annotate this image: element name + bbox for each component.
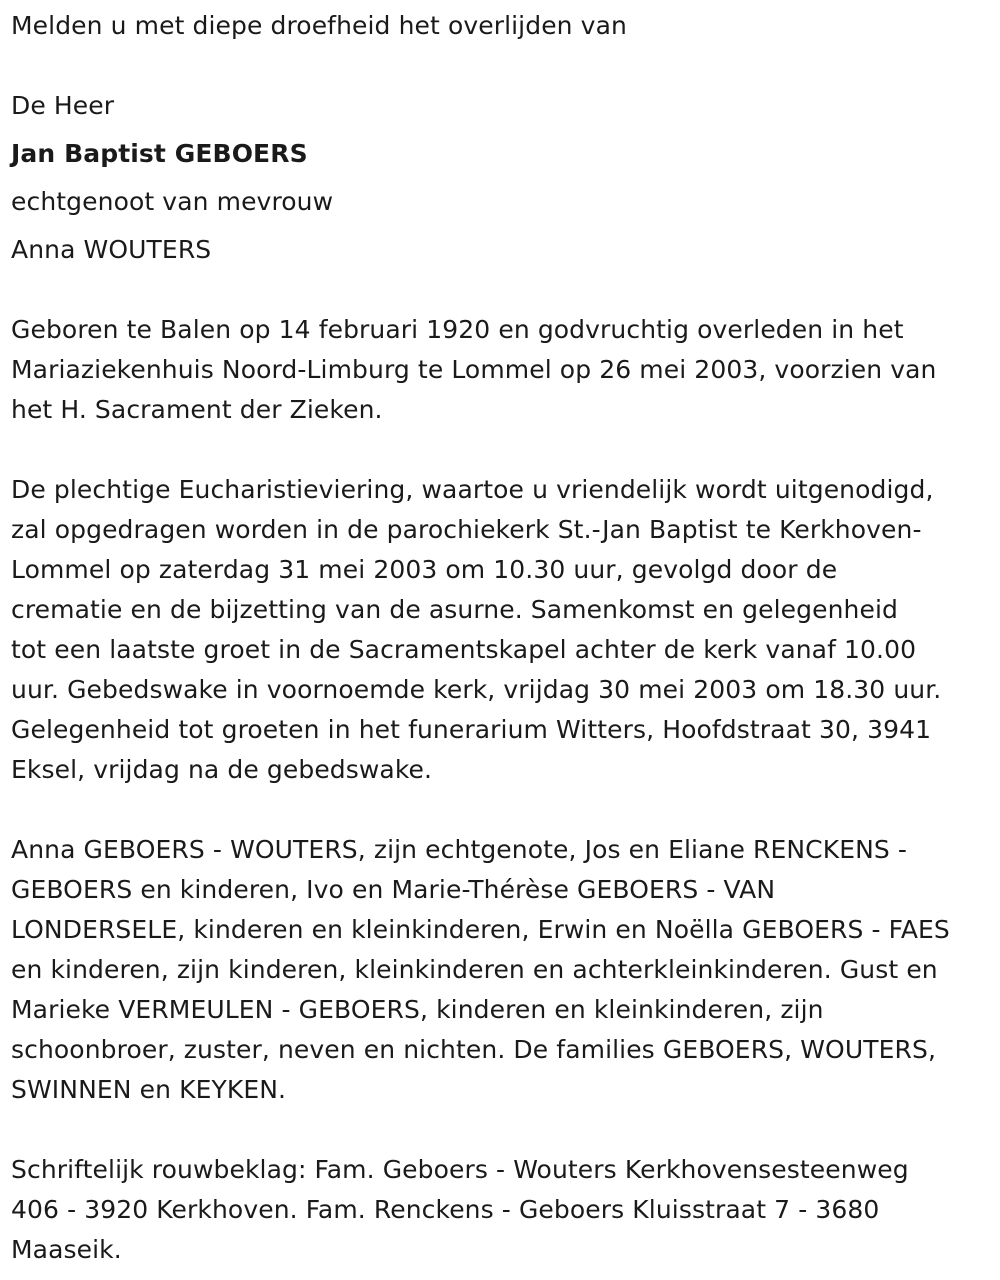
paragraph-line: Mariaziekenhuis Noord-Limburg te Lommel op 26 mei 2003, voorzien van — [11, 355, 937, 384]
paragraph-line: Eksel, vrijdag na de gebedswake. — [11, 755, 433, 784]
paragraph-line: Maaseik. — [11, 1235, 122, 1264]
paragraph-line: Lommel op zaterdag 31 mei 2003 om 10.30 uur, gevolgd door de — [11, 555, 838, 584]
deceased-name: Jan Baptist GEBOERS — [11, 139, 308, 168]
paragraph-line: SWINNEN en KEYKEN. — [11, 1075, 287, 1104]
paragraph-line: zal opgedragen worden in de parochiekerk St.-Jan Baptist te Kerkhoven- — [11, 515, 922, 544]
paragraph-line: het H. Sacrament der Zieken. — [11, 395, 383, 424]
paragraph-line: Schriftelijk rouwbeklag: Fam. Geboers - Wouters Kerkhovensesteenweg — [11, 1155, 909, 1184]
spouse-label: echtgenoot van mevrouw — [11, 187, 334, 216]
paragraph-line: en kinderen, zijn kinderen, kleinkinderen en achterkleinkinderen. Gust en — [11, 955, 938, 984]
paragraph-line: crematie en de bijzetting van de asurne. Samenkomst en gelegenheid — [11, 595, 898, 624]
paragraph-line: Gelegenheid tot groeten in het funerarium Witters, Hoofdstraat 30, 3941 — [11, 715, 932, 744]
paragraph-line: GEBOERS en kinderen, Ivo en Marie-Thérèse GEBOERS - VAN — [11, 875, 776, 904]
paragraph-line: Marieke VERMEULEN - GEBOERS, kinderen en kleinkinderen, zijn — [11, 995, 824, 1024]
intro-text: Melden u met diepe droefheid het overlijden van — [11, 11, 627, 40]
condolence-paragraph — [11, 1150, 909, 1270]
spouse-name: Anna WOUTERS — [11, 235, 212, 264]
ceremony-paragraph — [11, 470, 941, 790]
salutation: De Heer — [11, 91, 115, 120]
paragraph-line: tot een laatste groet in de Sacramentskapel achter de kerk vanaf 10.00 — [11, 635, 917, 664]
paragraph-line: schoonbroer, zuster, neven en nichten. De families GEBOERS, WOUTERS, — [11, 1035, 936, 1064]
birth-death-paragraph — [11, 310, 937, 430]
paragraph-line: Anna GEBOERS - WOUTERS, zijn echtgenote, Jos en Eliane RENCKENS - — [11, 835, 908, 864]
paragraph-line: uur. Gebedswake in voornoemde kerk, vrijdag 30 mei 2003 om 18.30 uur. — [11, 675, 942, 704]
paragraph-line: De plechtige Eucharistieviering, waartoe u vriendelijk wordt uitgenodigd, — [11, 475, 934, 504]
paragraph-line: 406 - 3920 Kerkhoven. Fam. Renckens - Geboers Kluisstraat 7 - 3680 — [11, 1195, 880, 1224]
paragraph-line: LONDERSELE, kinderen en kleinkinderen, Erwin en Noëlla GEBOERS - FAES — [11, 915, 950, 944]
paragraph-line: Geboren te Balen op 14 februari 1920 en godvruchtig overleden in het — [11, 315, 904, 344]
family-paragraph — [11, 830, 950, 1110]
